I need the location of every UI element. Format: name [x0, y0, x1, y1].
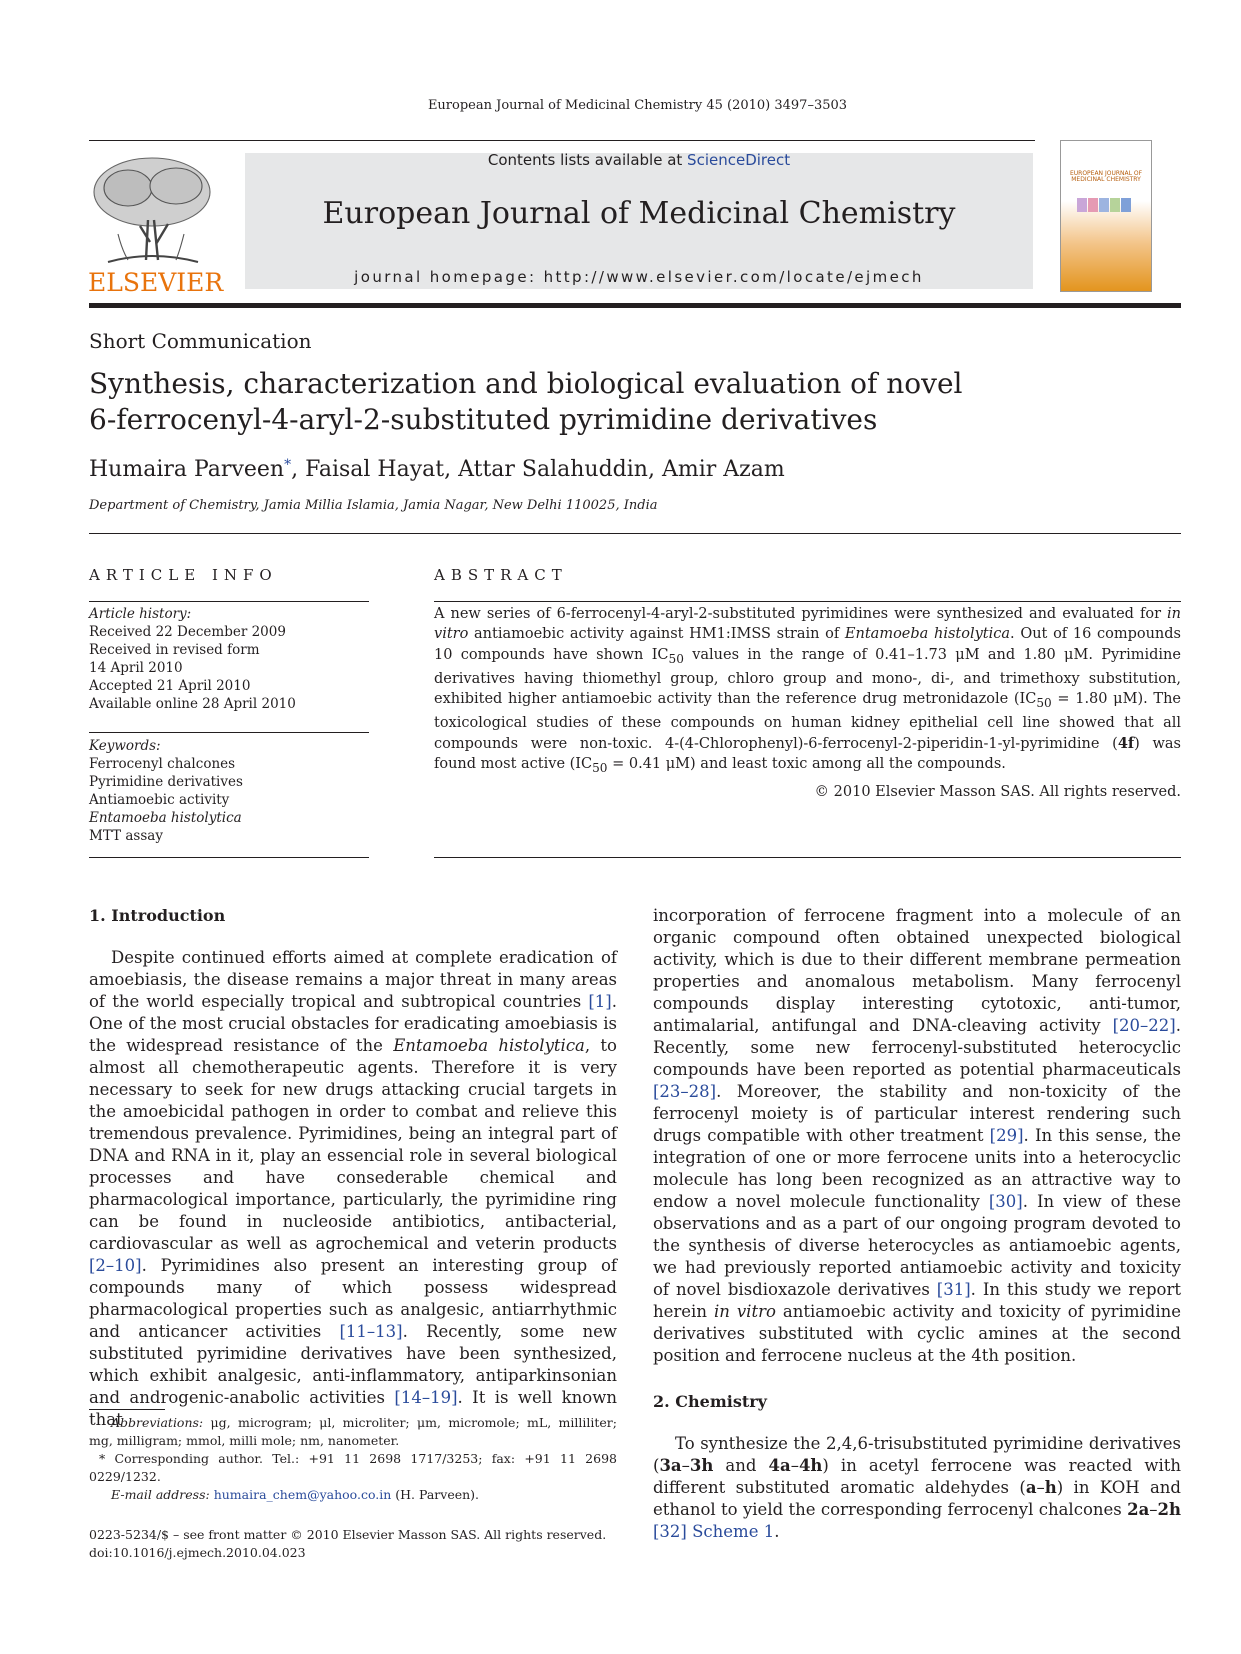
- compound-label: 4h: [798, 1456, 823, 1475]
- email-link[interactable]: humaira_chem@yahoo.co.in: [213, 1487, 392, 1502]
- body-text: . Moreover, the stability and non-toxicity of the ferrocenyl moiety is of particular interest rendering such drugs compatible with other treatment: [653, 1082, 1181, 1145]
- body-text: –: [1036, 1478, 1045, 1497]
- body-italic: in vitro: [713, 1302, 776, 1321]
- article-title-line-2: 6-ferrocenyl-4-aryl-2-substituted pyrimidine derivatives: [89, 403, 878, 436]
- reference-link[interactable]: [31]: [936, 1280, 971, 1299]
- contents-prefix: Contents lists available at: [487, 151, 688, 169]
- article-history: [89, 605, 369, 713]
- header-top-rule: [89, 140, 1035, 141]
- body-text: . In view of these observations and as a part of our ongoing program devoted to the synthesis of diverse heterocycles as antiamoebic agents, we had previously reported antiamoebic activity and toxicity of novel bisdioxazole derivatives: [653, 1192, 1181, 1299]
- history-label: Article history:: [89, 606, 192, 622]
- body-text: . One of the most crucial obstacles for eradicating amoebiasis is the widespread resistance of the: [89, 992, 617, 1055]
- history-item: Received in revised form: [89, 642, 260, 658]
- body-text: Despite continued efforts aimed at complete eradication of amoebiasis, the disease remains a major threat in many areas of the world especially tropical and subtropical countries: [89, 948, 617, 1011]
- issn-doi-block: [89, 1526, 606, 1562]
- cover-image-strip: [1077, 197, 1135, 213]
- article-title-line-1: Synthesis, characterization and biological evaluation of novel: [89, 367, 963, 400]
- body-text: –: [790, 1456, 799, 1475]
- section-heading-chemistry: 2. Chemistry: [653, 1392, 767, 1411]
- footnote-rule: [89, 1409, 165, 1410]
- compound-label: 3a: [659, 1456, 682, 1475]
- reference-link[interactable]: [1]: [588, 992, 612, 1011]
- body-text: . In this study we report herein: [653, 1280, 1182, 1321]
- abstract-run: antiamoebic activity against HM1:IMSS strain of: [468, 626, 845, 643]
- compound-label: a: [1025, 1478, 1037, 1497]
- body-text: ) in acetyl ferrocene was reacted with different substituted aromatic aldehydes (: [653, 1456, 1181, 1497]
- contents-line: [245, 151, 1033, 169]
- ic50-subscript: 50: [1036, 695, 1052, 710]
- abstract-copyright: © 2010 Elsevier Masson SAS. All rights reserved.: [814, 784, 1181, 801]
- abstract-run: . Out of 16 compounds 10 compounds have shown IC: [434, 626, 1181, 663]
- abstract-run: values in the range of 0.41–1.73 μM and 1.80 μM. Pyrimidine derivatives having thiomethyl group, chloro group and mono-, di-, and trimethoxy substitution, exhibited higher antiamoebic activity than the reference drug metronidazole (IC: [434, 646, 1181, 708]
- keywords-rule: [89, 857, 369, 858]
- article-info-rule: [89, 601, 369, 602]
- keyword: MTT assay: [89, 828, 163, 844]
- section-heading-introduction: 1. Introduction: [89, 906, 226, 925]
- body-text: ) in KOH and ethanol to yield the corresponding ferrocenyl chalcones: [653, 1478, 1181, 1519]
- body-text: . It is well known that: [89, 1388, 617, 1429]
- email-suffix: (H. Parveen).: [391, 1487, 480, 1502]
- compound-label: 4a: [768, 1456, 791, 1475]
- body-text: . Recently, some new substituted pyrimidine derivatives have been synthesized, which exhibit analgesic, anti-inflammatory, antiparkinsonian and androgenic-anabolic activities: [89, 1322, 617, 1407]
- cover-title: EUROPEAN JOURNAL OF MEDICINAL CHEMISTRY: [1069, 170, 1143, 183]
- body-text: and: [713, 1456, 769, 1475]
- article-title: [89, 366, 1089, 438]
- abbreviations-text: μg, microgram; μl, microliter; μm, micromole; mL, milliliter; mg, milligram; mmol, milli mole; nm, nanometer.: [89, 1415, 617, 1448]
- intro-paragraph-continued: [653, 905, 1181, 1367]
- body-text: . In this sense, the integration of one or more ferrocene units into a heterocyclic molecule has long been recognized as an attractive way to endow a novel molecule functionality: [653, 1126, 1181, 1211]
- footnotes: [89, 1414, 617, 1504]
- corresponding-footnote: * Corresponding author. Tel.: +91 11 2698 1717/3253; fax: +91 11 2698 0229/1232.: [89, 1451, 617, 1484]
- reference-link[interactable]: [29]: [989, 1126, 1024, 1145]
- reference-link[interactable]: [23–28]: [653, 1082, 717, 1101]
- article-info-heading: ARTICLE INFO: [89, 566, 278, 584]
- body-text: , to almost all chemotherapeutic agents. Therefore it is very necessary to seek for new drugs attacking crucial targets in the amoebicidal pathogen in order to combat and relieve this tremendous prevalence. Pyrimidines, being an integral part of DNA and RNA in it, play an essencial role in several biological processes and have consederable chemical and pharmacological importance, particularly, the pyrimidine ring can be found in nucleoside antibiotics, antibacterial, cardiovascular as well as agrochemical and veterin products: [89, 1036, 617, 1253]
- sciencedirect-link[interactable]: ScienceDirect: [687, 151, 791, 169]
- email-footnote: [89, 1486, 617, 1504]
- body-text: To synthesize the 2,4,6-trisubstituted pyrimidine derivatives (: [653, 1434, 1181, 1475]
- history-item: Available online 28 April 2010: [89, 696, 296, 712]
- affiliation-rule: [89, 533, 1181, 534]
- keywords: [89, 737, 369, 845]
- abstract-run: = 1.80 μM). The toxicological studies of these compounds on human kidney epithelial cell line showed that all compounds were non-toxic. 4-(4-Chlorophenyl)-6-ferrocenyl-2-piperidin-1-yl-pyrimidine (: [434, 691, 1181, 752]
- abstract-italic: Entamoeba histolytica: [844, 626, 1011, 643]
- chemistry-paragraph: [653, 1433, 1181, 1543]
- abstract-italic: in vitro: [434, 606, 1181, 643]
- reference-link[interactable]: [11–13]: [339, 1322, 403, 1341]
- affiliation: Department of Chemistry, Jamia Millia Islamia, Jamia Nagar, New Delhi 110025, India: [89, 498, 658, 513]
- left-column: [89, 905, 617, 1431]
- abstract-run: ) was found most active (IC: [434, 735, 1181, 772]
- reference-link[interactable]: [14–19]: [394, 1388, 458, 1407]
- journal-homepage[interactable]: journal homepage: http://www.elsevier.com/locate/ejmech: [354, 268, 924, 286]
- abstract-heading: ABSTRACT: [434, 566, 568, 584]
- issn-line: 0223-5234/$ – see front matter © 2010 Elsevier Masson SAS. All rights reserved.: [89, 1527, 607, 1542]
- reference-link[interactable]: [2–10]: [89, 1256, 142, 1275]
- scheme-link[interactable]: Scheme 1: [692, 1522, 775, 1541]
- abbreviations-label: Abbreviations:: [111, 1415, 204, 1430]
- intro-paragraph: [89, 947, 617, 1431]
- history-item: Received 22 December 2009: [89, 624, 286, 640]
- history-item: Accepted 21 April 2010: [89, 678, 251, 694]
- body-text: .: [774, 1522, 780, 1541]
- abstract-paragraph: [434, 604, 1181, 778]
- corresponding-author-mark[interactable]: *: [284, 457, 292, 473]
- keyword: Entamoeba histolytica: [89, 810, 242, 826]
- other-authors: , Faisal Hayat, Attar Salahuddin, Amir Azam: [291, 457, 785, 482]
- abstract-text: [434, 604, 1181, 802]
- right-column: [653, 905, 1181, 1543]
- abstract-run: = 0.41 μM) and least toxic among all the compounds.: [607, 755, 1006, 772]
- body-text: –: [681, 1456, 690, 1475]
- author-list: [89, 457, 785, 482]
- doi-line[interactable]: doi:10.1016/j.ejmech.2010.04.023: [89, 1545, 306, 1560]
- journal-title: European Journal of Medicinal Chemistry: [322, 196, 956, 231]
- body-text: –: [1149, 1500, 1158, 1519]
- abstract-bottom-rule: [434, 857, 1181, 858]
- compound-label: 3h: [689, 1456, 714, 1475]
- body-text: . Pyrimidines also present an interesting group of compounds many of which possess widespread pharmacological properties such as analgesic, antiarrhythmic and anticancer activities: [89, 1256, 617, 1341]
- reference-link[interactable]: [32]: [653, 1522, 687, 1541]
- compound-label: 2h: [1157, 1500, 1181, 1519]
- email-label: E-mail address:: [111, 1487, 214, 1502]
- body-text: incorporation of ferrocene fragment into a molecule of an organic compound often obtained unexpected biological activity, which is due to their different membrane permeation properties and anomalous metabolism. Many ferrocenyl compounds display interesting cytotoxic, anti-tumor, antimalarial, antifungal and DNA-cleaving activity: [653, 906, 1181, 1035]
- abstract-rule: [434, 601, 1181, 602]
- history-rule: [89, 732, 369, 733]
- article-type: Short Communication: [89, 329, 312, 353]
- author-1: Humaira Parveen: [89, 457, 285, 482]
- compound-label: h: [1044, 1478, 1057, 1497]
- abbreviations-footnote: [89, 1414, 617, 1450]
- body-text: . Recently, some new ferrocenyl-substituted heterocyclic compounds have been reported as potential pharmaceuticals: [653, 1016, 1181, 1079]
- journal-cover-thumbnail[interactable]: [1060, 140, 1152, 292]
- compound-label: 2a: [1127, 1500, 1150, 1519]
- keyword: Pyrimidine derivatives: [89, 774, 243, 790]
- abstract-run: A new series of 6-ferrocenyl-4-aryl-2-substituted pyrimidines were synthesized and evaluated for: [434, 606, 1168, 622]
- compound-label: 4f: [1117, 734, 1135, 752]
- reference-link[interactable]: [20–22]: [1112, 1016, 1176, 1035]
- reference-link[interactable]: [30]: [988, 1192, 1023, 1211]
- history-item: 14 April 2010: [89, 660, 183, 676]
- publisher-wordmark[interactable]: ELSEVIER: [88, 268, 224, 297]
- keywords-label: Keywords:: [89, 738, 161, 754]
- body-text: antiamoebic activity and toxicity of pyrimidine derivatives substituted with cyclic amines at the second position and ferrocene nucleus at the 4th position.: [653, 1302, 1181, 1365]
- journal-citation: European Journal of Medicinal Chemistry 45 (2010) 3497–3503: [427, 98, 848, 113]
- ic50-subscript: 50: [668, 651, 684, 666]
- ic50-subscript: 50: [592, 760, 608, 775]
- keyword: Antiamoebic activity: [89, 792, 230, 808]
- header-thick-rule: [89, 303, 1181, 308]
- body-italic: Entamoeba histolytica: [393, 1036, 585, 1055]
- keyword: Ferrocenyl chalcones: [89, 756, 236, 772]
